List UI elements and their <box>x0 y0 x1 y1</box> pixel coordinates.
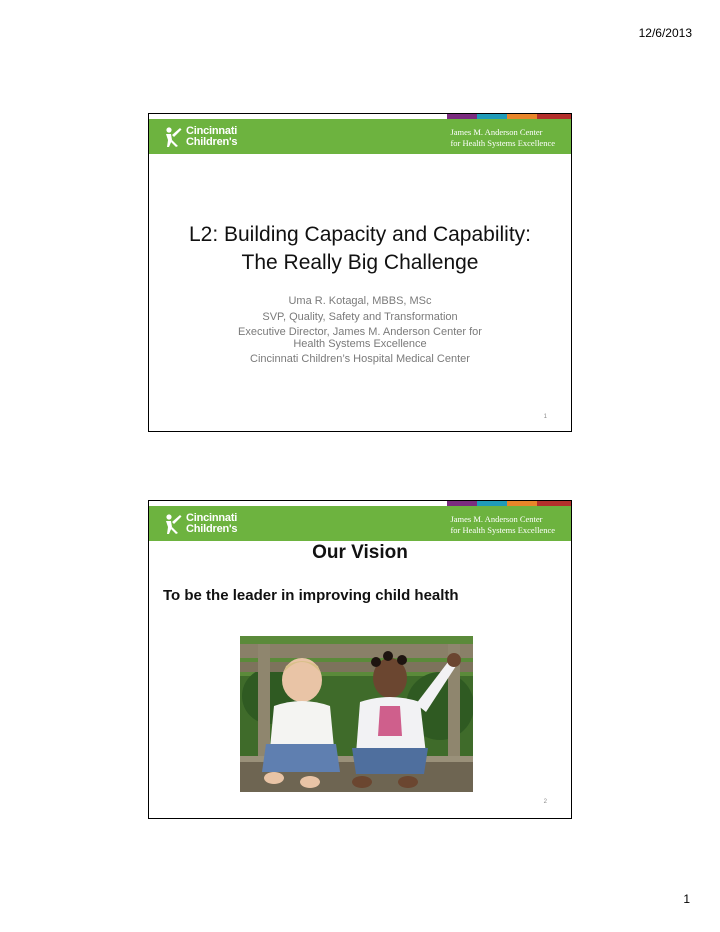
center-name-line-1: James M. Anderson Center <box>450 514 543 524</box>
vision-statement: To be the leader in improving child health <box>163 587 459 604</box>
presenter-organization: Cincinnati Children’s Hospital Medical Center <box>250 353 470 365</box>
presenter-name: Uma R. Kotagal, MBBS, MSc <box>288 295 432 307</box>
child-figure-icon <box>163 513 183 535</box>
logo-line-1: Cincinnati <box>186 125 238 137</box>
slide-1 <box>148 113 572 432</box>
slide-2-number: 2 <box>543 799 547 805</box>
slide-header-bar <box>149 506 571 541</box>
center-name <box>450 127 555 149</box>
presenter-title-line-2: Health Systems Excellence <box>293 338 427 350</box>
slide-1-title <box>149 221 571 277</box>
presenter-role: SVP, Quality, Safety and Transformation <box>262 311 458 323</box>
logo-line-1: Cincinnati <box>186 512 238 524</box>
presenter-title-line-1: Executive Director, James M. Anderson Center for <box>238 326 482 338</box>
presenter-info <box>149 294 571 366</box>
slide-header-bar <box>149 119 571 154</box>
children-on-bench-photo <box>240 636 473 792</box>
center-name <box>450 514 555 536</box>
logo-line-2: Children's <box>186 136 238 148</box>
child-figure-icon <box>163 126 183 148</box>
slide-2 <box>148 500 572 819</box>
center-name-line-2: for Health Systems Excellence <box>450 525 555 535</box>
page-number: 1 <box>683 892 690 906</box>
slide-1-number: 1 <box>543 414 547 420</box>
logo-line-2: Children's <box>186 523 238 535</box>
center-name-line-2: for Health Systems Excellence <box>450 138 555 148</box>
slide-2-title: Our Vision <box>312 542 408 563</box>
cincinnati-childrens-logo <box>163 125 237 149</box>
slide-1-title-line-1: L2: Building Capacity and Capability: <box>188 223 532 246</box>
page-date: 12/6/2013 <box>638 26 692 40</box>
cincinnati-childrens-logo <box>163 512 237 536</box>
slide-1-title-line-2: The Really Big Challenge <box>241 251 479 274</box>
center-name-line-1: James M. Anderson Center <box>450 127 543 137</box>
